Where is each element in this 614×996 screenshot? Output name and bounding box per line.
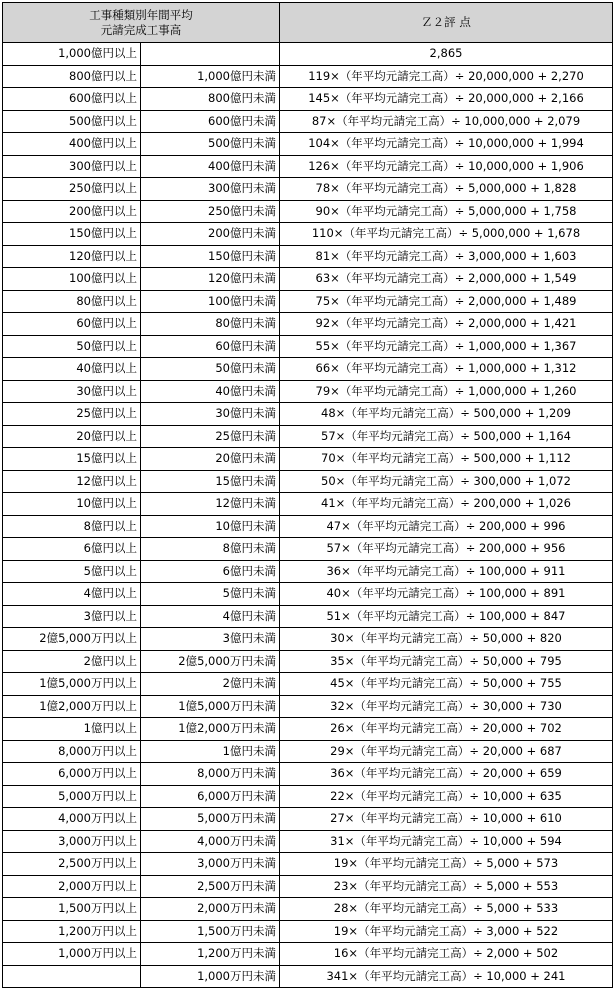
upper-bound-cell: 4億円未満: [141, 605, 280, 628]
table-row: [3, 155, 613, 178]
table-row: [3, 425, 613, 448]
formula-cell: 35×（年平均元請完工高）÷ 50,000 + 795: [280, 650, 613, 673]
upper-bound-cell: 8,000万円未満: [141, 763, 280, 786]
formula-cell: 75×（年平均元請完工高）÷ 2,000,000 + 1,489: [280, 290, 613, 313]
table-row: [3, 943, 613, 966]
table-row: [3, 583, 613, 606]
lower-bound-cell: 300億円以上: [3, 155, 141, 178]
formula-cell: 57×（年平均元請完工高）÷ 500,000 + 1,164: [280, 425, 613, 448]
table-row: [3, 448, 613, 471]
table-row: [3, 290, 613, 313]
formula-cell: 110×（年平均元請完工高）÷ 5,000,000 + 1,678: [280, 223, 613, 246]
upper-bound-cell: 250億円未満: [141, 200, 280, 223]
lower-bound-cell: 20億円以上: [3, 425, 141, 448]
formula-cell: 145×（年平均元請完工高）÷ 20,000,000 + 2,166: [280, 88, 613, 111]
upper-bound-cell: [141, 43, 280, 66]
lower-bound-cell: 4,000万円以上: [3, 808, 141, 831]
header-sales-range: [3, 3, 280, 43]
table-row: [3, 268, 613, 291]
formula-cell: 26×（年平均元請完工高）÷ 20,000 + 702: [280, 718, 613, 741]
lower-bound-cell: [3, 965, 141, 988]
formula-cell: 81×（年平均元請完工高）÷ 3,000,000 + 1,603: [280, 245, 613, 268]
table-row: [3, 200, 613, 223]
upper-bound-cell: 6億円未満: [141, 560, 280, 583]
table-row: [3, 920, 613, 943]
upper-bound-cell: 1,000万円未満: [141, 965, 280, 988]
table-body: [3, 43, 613, 988]
lower-bound-cell: 100億円以上: [3, 268, 141, 291]
table-row: [3, 830, 613, 853]
formula-cell: 78×（年平均元請完工高）÷ 5,000,000 + 1,828: [280, 178, 613, 201]
lower-bound-cell: 50億円以上: [3, 335, 141, 358]
header-row: [3, 3, 613, 43]
table-row: [3, 223, 613, 246]
formula-cell: 57×（年平均元請完工高）÷ 200,000 + 956: [280, 538, 613, 561]
upper-bound-cell: 120億円未満: [141, 268, 280, 291]
formula-cell: 79×（年平均元請完工高）÷ 1,000,000 + 1,260: [280, 380, 613, 403]
header-sales-range-line1: 工事種類別年間平均: [89, 7, 193, 22]
formula-cell: 126×（年平均元請完工高）÷ 10,000,000 + 1,906: [280, 155, 613, 178]
lower-bound-cell: 15億円以上: [3, 448, 141, 471]
lower-bound-cell: 600億円以上: [3, 88, 141, 111]
formula-cell: 31×（年平均元請完工高）÷ 10,000 + 594: [280, 830, 613, 853]
lower-bound-cell: 12億円以上: [3, 470, 141, 493]
upper-bound-cell: 500億円未満: [141, 133, 280, 156]
formula-cell: 104×（年平均元請完工高）÷ 10,000,000 + 1,994: [280, 133, 613, 156]
formula-cell: 36×（年平均元請完工高）÷ 20,000 + 659: [280, 763, 613, 786]
upper-bound-cell: 150億円未満: [141, 245, 280, 268]
upper-bound-cell: 400億円未満: [141, 155, 280, 178]
table-row: [3, 178, 613, 201]
upper-bound-cell: 200億円未満: [141, 223, 280, 246]
upper-bound-cell: 2,500万円未満: [141, 875, 280, 898]
lower-bound-cell: 6億円以上: [3, 538, 141, 561]
table-row: [3, 650, 613, 673]
formula-cell: 48×（年平均元請完工高）÷ 500,000 + 1,209: [280, 403, 613, 426]
upper-bound-cell: 3億円未満: [141, 628, 280, 651]
z2-score-table: [2, 2, 613, 988]
table-row: [3, 245, 613, 268]
lower-bound-cell: 500億円以上: [3, 110, 141, 133]
upper-bound-cell: 3,000万円未満: [141, 853, 280, 876]
lower-bound-cell: 250億円以上: [3, 178, 141, 201]
table-row: [3, 335, 613, 358]
formula-cell: 55×（年平均元請完工高）÷ 1,000,000 + 1,367: [280, 335, 613, 358]
formula-cell: 16×（年平均元請完工高）÷ 2,000 + 502: [280, 943, 613, 966]
table-row: [3, 380, 613, 403]
lower-bound-cell: 25億円以上: [3, 403, 141, 426]
lower-bound-cell: 120億円以上: [3, 245, 141, 268]
formula-cell: 119×（年平均元請完工高）÷ 20,000,000 + 2,270: [280, 65, 613, 88]
table-row: [3, 763, 613, 786]
upper-bound-cell: 2,000万円未満: [141, 898, 280, 921]
table-row: [3, 470, 613, 493]
formula-cell: 2,865: [280, 43, 613, 66]
formula-cell: 22×（年平均元請完工高）÷ 10,000 + 635: [280, 785, 613, 808]
formula-cell: 19×（年平均元請完工高）÷ 3,000 + 522: [280, 920, 613, 943]
upper-bound-cell: 1億2,000万円未満: [141, 718, 280, 741]
table-row: [3, 493, 613, 516]
upper-bound-cell: 6,000万円未満: [141, 785, 280, 808]
formula-cell: 341×（年平均元請完工高）÷ 10,000 + 241: [280, 965, 613, 988]
formula-cell: 36×（年平均元請完工高）÷ 100,000 + 911: [280, 560, 613, 583]
table-row: [3, 133, 613, 156]
formula-cell: 92×（年平均元請完工高）÷ 2,000,000 + 1,421: [280, 313, 613, 336]
upper-bound-cell: 2億円未満: [141, 673, 280, 696]
table-row: [3, 65, 613, 88]
table-row: [3, 785, 613, 808]
formula-cell: 23×（年平均元請完工高）÷ 5,000 + 553: [280, 875, 613, 898]
table-row: [3, 515, 613, 538]
lower-bound-cell: 8,000万円以上: [3, 740, 141, 763]
formula-cell: 27×（年平均元請完工高）÷ 10,000 + 610: [280, 808, 613, 831]
table-row: [3, 538, 613, 561]
header-z2-score: Ｚ２評 点: [280, 3, 613, 43]
formula-cell: 51×（年平均元請完工高）÷ 100,000 + 847: [280, 605, 613, 628]
upper-bound-cell: 100億円未満: [141, 290, 280, 313]
upper-bound-cell: 40億円未満: [141, 380, 280, 403]
lower-bound-cell: 1,000万円以上: [3, 943, 141, 966]
table-row: [3, 88, 613, 111]
upper-bound-cell: 30億円未満: [141, 403, 280, 426]
formula-cell: 32×（年平均元請完工高）÷ 30,000 + 730: [280, 695, 613, 718]
lower-bound-cell: 800億円以上: [3, 65, 141, 88]
formula-cell: 50×（年平均元請完工高）÷ 300,000 + 1,072: [280, 470, 613, 493]
table-row: [3, 358, 613, 381]
lower-bound-cell: 1,200万円以上: [3, 920, 141, 943]
lower-bound-cell: 4億円以上: [3, 583, 141, 606]
lower-bound-cell: 60億円以上: [3, 313, 141, 336]
upper-bound-cell: 2億5,000万円未満: [141, 650, 280, 673]
lower-bound-cell: 5,000万円以上: [3, 785, 141, 808]
formula-cell: 87×（年平均元請完工高）÷ 10,000,000 + 2,079: [280, 110, 613, 133]
table-row: [3, 808, 613, 831]
table-row: [3, 965, 613, 988]
lower-bound-cell: 30億円以上: [3, 380, 141, 403]
upper-bound-cell: 800億円未満: [141, 88, 280, 111]
lower-bound-cell: 1,500万円以上: [3, 898, 141, 921]
formula-cell: 66×（年平均元請完工高）÷ 1,000,000 + 1,312: [280, 358, 613, 381]
upper-bound-cell: 600億円未満: [141, 110, 280, 133]
lower-bound-cell: 150億円以上: [3, 223, 141, 246]
lower-bound-cell: 40億円以上: [3, 358, 141, 381]
lower-bound-cell: 2億円以上: [3, 650, 141, 673]
table-row: [3, 695, 613, 718]
lower-bound-cell: 2,000万円以上: [3, 875, 141, 898]
table-row: [3, 110, 613, 133]
formula-cell: 70×（年平均元請完工高）÷ 500,000 + 1,112: [280, 448, 613, 471]
table-row: [3, 628, 613, 651]
lower-bound-cell: 400億円以上: [3, 133, 141, 156]
lower-bound-cell: 2,500万円以上: [3, 853, 141, 876]
table-row: [3, 43, 613, 66]
table-row: [3, 853, 613, 876]
upper-bound-cell: 15億円未満: [141, 470, 280, 493]
table-row: [3, 898, 613, 921]
upper-bound-cell: 1億5,000万円未満: [141, 695, 280, 718]
formula-cell: 29×（年平均元請完工高）÷ 20,000 + 687: [280, 740, 613, 763]
upper-bound-cell: 60億円未満: [141, 335, 280, 358]
upper-bound-cell: 80億円未満: [141, 313, 280, 336]
lower-bound-cell: 2億5,000万円以上: [3, 628, 141, 651]
lower-bound-cell: 5億円以上: [3, 560, 141, 583]
table-row: [3, 740, 613, 763]
formula-cell: 19×（年平均元請完工高）÷ 5,000 + 573: [280, 853, 613, 876]
upper-bound-cell: 8億円未満: [141, 538, 280, 561]
upper-bound-cell: 10億円未満: [141, 515, 280, 538]
upper-bound-cell: 5,000万円未満: [141, 808, 280, 831]
lower-bound-cell: 1億円以上: [3, 718, 141, 741]
lower-bound-cell: 1,000億円以上: [3, 43, 141, 66]
upper-bound-cell: 1億円未満: [141, 740, 280, 763]
formula-cell: 45×（年平均元請完工高）÷ 50,000 + 755: [280, 673, 613, 696]
upper-bound-cell: 1,200万円未満: [141, 943, 280, 966]
lower-bound-cell: 3,000万円以上: [3, 830, 141, 853]
upper-bound-cell: 1,500万円未満: [141, 920, 280, 943]
formula-cell: 47×（年平均元請完工高）÷ 200,000 + 996: [280, 515, 613, 538]
formula-cell: 30×（年平均元請完工高）÷ 50,000 + 820: [280, 628, 613, 651]
lower-bound-cell: 10億円以上: [3, 493, 141, 516]
lower-bound-cell: 200億円以上: [3, 200, 141, 223]
lower-bound-cell: 1億5,000万円以上: [3, 673, 141, 696]
table-row: [3, 560, 613, 583]
table-row: [3, 403, 613, 426]
upper-bound-cell: 5億円未満: [141, 583, 280, 606]
header-sales-range-line2: 元請完成工事高: [100, 22, 182, 37]
table-row: [3, 313, 613, 336]
lower-bound-cell: 6,000万円以上: [3, 763, 141, 786]
table-row: [3, 875, 613, 898]
formula-cell: 28×（年平均元請完工高）÷ 5,000 + 533: [280, 898, 613, 921]
lower-bound-cell: 8億円以上: [3, 515, 141, 538]
formula-cell: 90×（年平均元請完工高）÷ 5,000,000 + 1,758: [280, 200, 613, 223]
formula-cell: 41×（年平均元請完工高）÷ 200,000 + 1,026: [280, 493, 613, 516]
lower-bound-cell: 3億円以上: [3, 605, 141, 628]
lower-bound-cell: 1億2,000万円以上: [3, 695, 141, 718]
upper-bound-cell: 25億円未満: [141, 425, 280, 448]
upper-bound-cell: 50億円未満: [141, 358, 280, 381]
table-row: [3, 673, 613, 696]
upper-bound-cell: 300億円未満: [141, 178, 280, 201]
table-row: [3, 718, 613, 741]
upper-bound-cell: 12億円未満: [141, 493, 280, 516]
formula-cell: 40×（年平均元請完工高）÷ 100,000 + 891: [280, 583, 613, 606]
upper-bound-cell: 20億円未満: [141, 448, 280, 471]
upper-bound-cell: 1,000億円未満: [141, 65, 280, 88]
table-row: [3, 605, 613, 628]
upper-bound-cell: 4,000万円未満: [141, 830, 280, 853]
formula-cell: 63×（年平均元請完工高）÷ 2,000,000 + 1,549: [280, 268, 613, 291]
lower-bound-cell: 80億円以上: [3, 290, 141, 313]
